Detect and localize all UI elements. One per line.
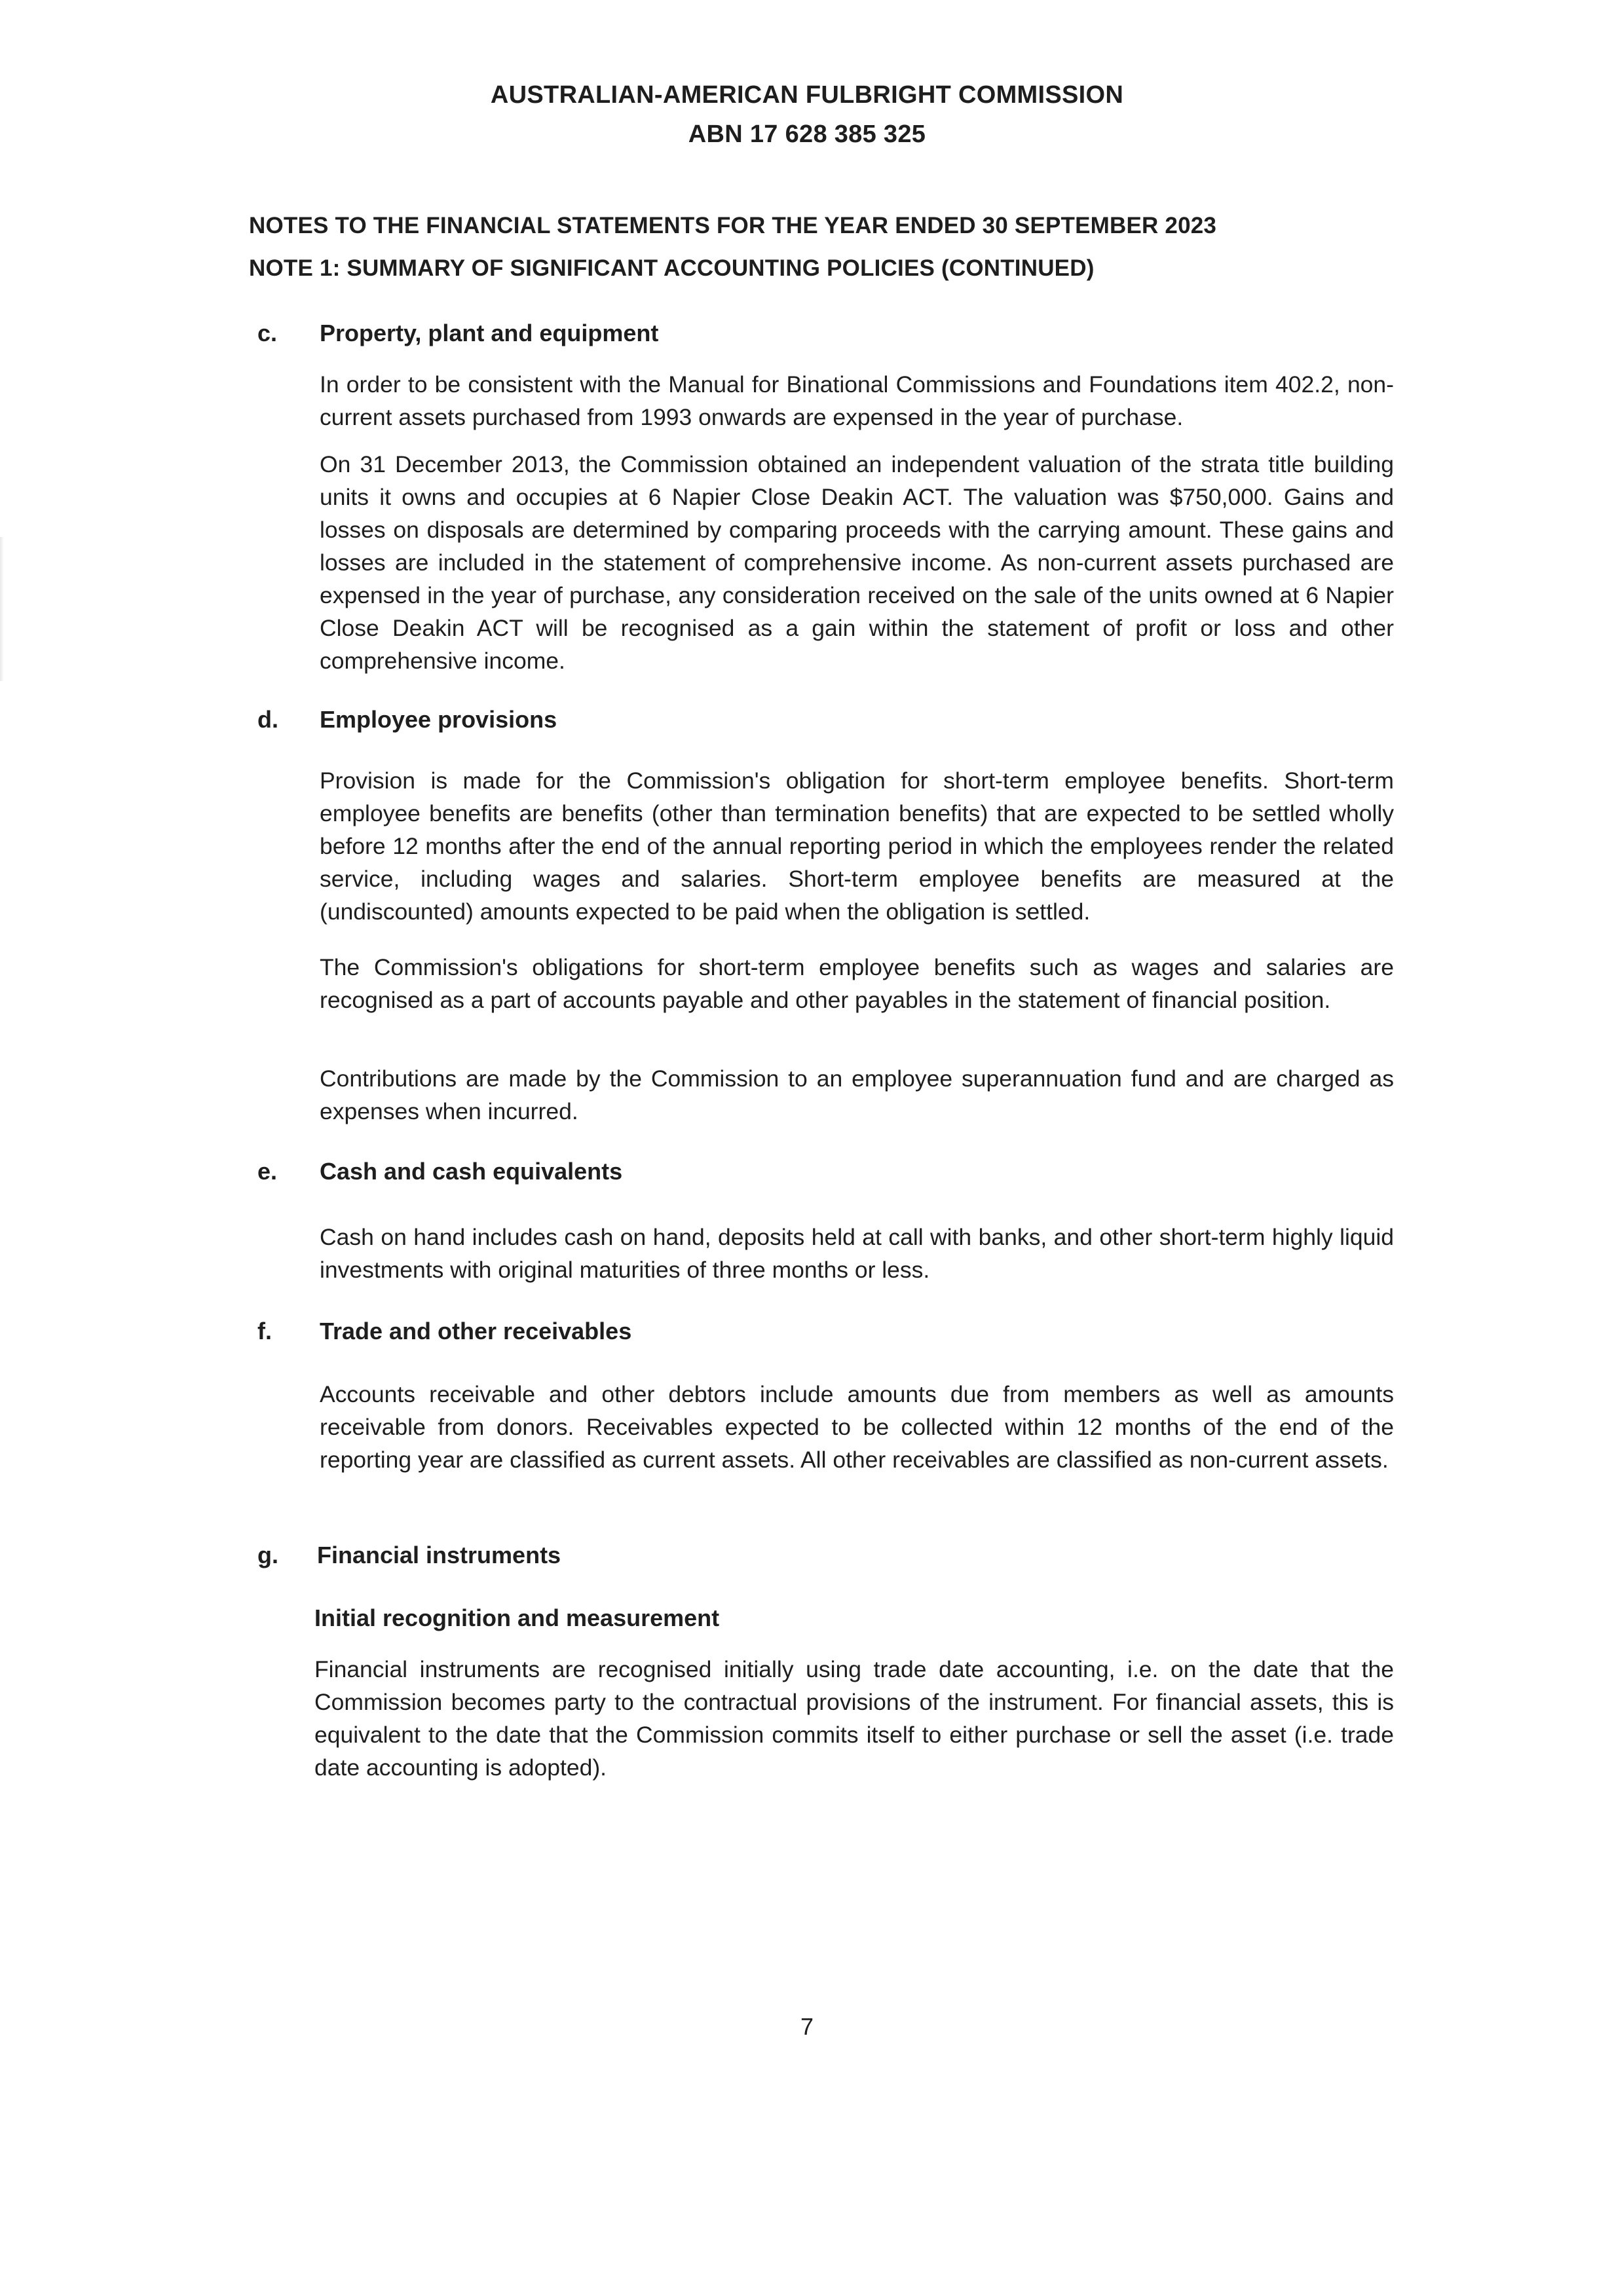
- section-d-paragraph-2: The Commission's obligations for short-term employee benefits such as wages and salaries are recognised as a part of accounts payable and other payables in the statement of financial position.: [320, 954, 1394, 1013]
- section-c-title: Property, plant and equipment: [320, 320, 659, 346]
- section-c-letter: c.: [257, 320, 278, 346]
- scan-edge-shadow: [0, 537, 4, 681]
- section-g-letter: g.: [257, 1542, 278, 1568]
- section-e-title: Cash and cash equivalents: [320, 1158, 623, 1185]
- section-c-paragraph-2: On 31 December 2013, the Commission obtained an independent valuation of the strata title building units it owns and occupies at 6 Napier Close Deakin ACT. The valuation was $750,000. Gains and losses on disposals are determined by comparing proceeds with the carrying amount. These gains and losses are included in the statement of comprehensive income. As non-current assets purchased are expensed in the year of purchase, any consideration received on the sale of the units owned at 6 Napier Close Deakin ACT will be recognised as a gain within the statement of profit or loss and other comprehensive income.: [320, 451, 1394, 674]
- section-d-paragraph-1: Provision is made for the Commission's obligation for short-term employee benefits. Short-term employee benefits are benefits (other than termination benefits) that are expected to be settled wholly before 12 months after the end of the annual reporting period in which the employees render the related service, including wages and salaries. Short-term employee benefits are measured at the (undiscounted) amounts expected to be paid when the obligation is settled.: [320, 768, 1394, 925]
- section-d-paragraph-3: Contributions are made by the Commission to an employee superannuation fund and are charged as expenses when incurred.: [320, 1065, 1394, 1124]
- section-e-letter: e.: [257, 1158, 278, 1185]
- section-e-paragraph-1: Cash on hand includes cash on hand, deposits held at call with banks, and other short-term highly liquid investments with original maturities of three months or less.: [320, 1224, 1394, 1283]
- section-f-title: Trade and other receivables: [320, 1318, 632, 1344]
- section-f-paragraph-1: Accounts receivable and other debtors include amounts due from members as well as amounts receivable from donors. Receivables expected to be collected within 12 months of the end of the reporting year are classified as current assets. All other receivables are classified as non-current assets.: [320, 1381, 1394, 1473]
- section-d-letter: d.: [257, 706, 278, 733]
- section-g-subtitle: Initial recognition and measurement: [314, 1604, 720, 1631]
- section-c-paragraph-1: In order to be consistent with the Manual for Binational Commissions and Foundations item 402.2, non-current assets purchased from 1993 onwards are expensed in the year of purchase.: [320, 371, 1394, 430]
- section-f-letter: f.: [257, 1318, 272, 1344]
- abn-number: ABN 17 628 385 325: [688, 120, 926, 148]
- section-g-paragraph-1: Financial instruments are recognised initially using trade date accounting, i.e. on the date that the Commission becomes party to the contractual provisions of the instrument. For financial assets, this is equivalent to the date that the Commission commits itself to either purchase or sell the asset (i.e. trade date accounting is adopted).: [314, 1656, 1394, 1781]
- section-d-title: Employee provisions: [320, 706, 557, 733]
- note-title: NOTE 1: SUMMARY OF SIGNIFICANT ACCOUNTING POLICIES (CONTINUED): [249, 255, 1095, 281]
- organization-name: AUSTRALIAN-AMERICAN FULBRIGHT COMMISSION: [490, 81, 1124, 109]
- notes-title: NOTES TO THE FINANCIAL STATEMENTS FOR THE YEAR ENDED 30 SEPTEMBER 2023: [249, 213, 1217, 238]
- section-g-title: Financial instruments: [317, 1542, 561, 1568]
- page-number: 7: [800, 2013, 814, 2040]
